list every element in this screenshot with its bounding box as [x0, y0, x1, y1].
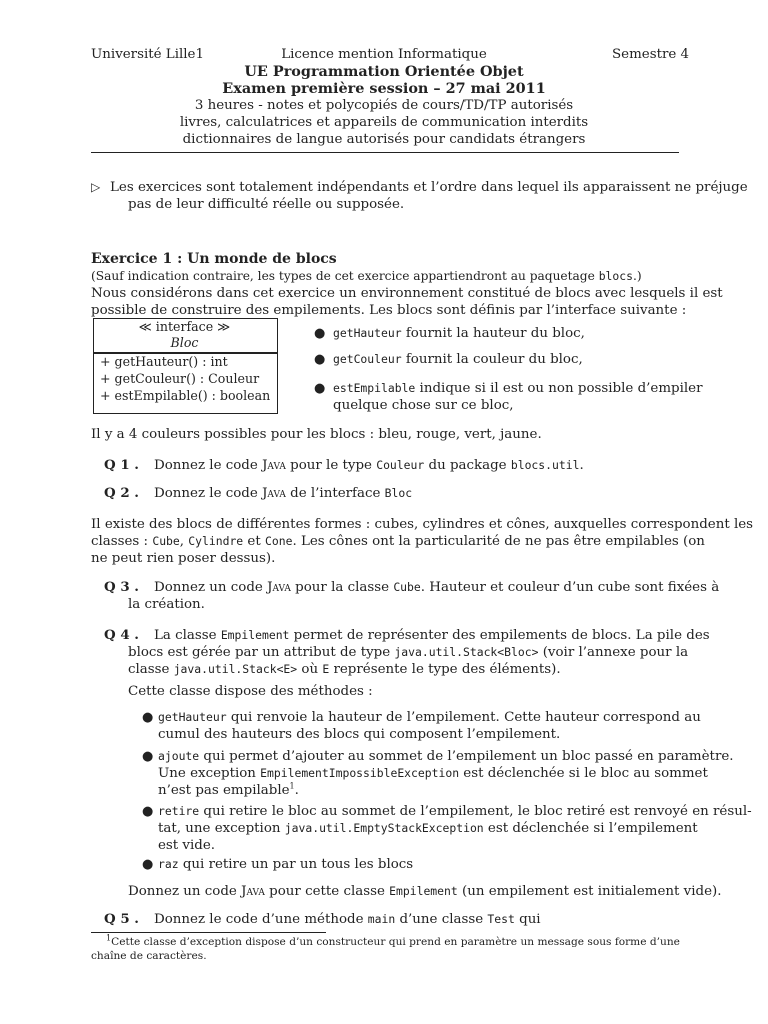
footnote-divider — [91, 932, 326, 933]
uml-interface-name: Bloc — [170, 335, 199, 350]
bullet-estempilable: estEmpilable indique si il est ou non possible d’empiler — [333, 381, 703, 396]
q5-text: Donnez le code d’une méthode main d’une classe Test qui — [154, 912, 541, 927]
exam-rule-3: dictionnaires de langue autorisés pour candidats étrangers — [182, 132, 586, 147]
q4-method-retire-cont2: est vide. — [158, 838, 216, 853]
footnote-line-1: $^1$Cette classe d’exception dispose d’un constructeur qui prend en paramètre un message sous forme d’une — [106, 933, 680, 948]
q3-label: Q 3 . — [104, 579, 139, 595]
bullet-getcouleur: getCouleur fournit la couleur du bloc, — [333, 352, 583, 367]
q4-line-3: classe java.util.Stack<E> où E représente le type des éléments). — [128, 662, 561, 677]
q1-label: Q 1 . — [104, 457, 139, 473]
q4-line-2: blocs est gérée par un attribut de type java.util.Stack<Bloc> (voir l’annexe pour la — [128, 645, 689, 660]
exercise-1-intro-line-2: possible de construire des empilements. Les blocs sont définis par l’interface suivante : — [91, 303, 687, 318]
bullet-icon: ● — [314, 381, 326, 396]
q4-method-gethauteur-cont: cumul des hauteurs des blocs qui composent l’empilement. — [158, 727, 561, 742]
q4-label: Q 4 . — [104, 627, 139, 643]
exercise-1-intro-line-1: Nous considérons dans cet exercice un environnement constitué de blocs avec lesquels il est — [91, 286, 723, 301]
shapes-line-1: Il existe des blocs de différentes formes : cubes, cylindres et cônes, auxquelles correspondent les — [91, 517, 754, 532]
uml-method-gethauteur: + getHauteur() : int — [100, 354, 228, 369]
header-semester: Semestre 4 — [612, 47, 690, 62]
shapes-line-2: classes : Cube, Cylindre et Cone. Les cônes ont la particularité de ne pas être empilables (on — [91, 534, 705, 549]
q4-method-retire: retire qui retire le bloc au sommet de l’empilement, le bloc retiré est renvoyé en résul- — [158, 804, 752, 819]
bullet-icon: ● — [142, 710, 154, 725]
q4-method-retire-cont: tat, une exception java.util.EmptyStackException est déclenchée si l’empilement — [158, 821, 698, 836]
header-divider — [91, 152, 679, 153]
header-program: Licence mention Informatique — [281, 47, 487, 62]
uml-method-getcouleur: + getCouleur() : Couleur — [100, 371, 260, 386]
intro-line-1: Les exercices sont totalement indépendants et l’ordre dans lequel ils apparaissent ne préjuge — [110, 180, 748, 195]
exercise-1-note: (Sauf indication contraire, les types de cet exercice appartiendront au paquetage blocs.) — [91, 269, 642, 283]
uml-stereotype: ≪ interface ≫ — [138, 319, 231, 334]
bullet-icon: ● — [142, 857, 154, 872]
q4-line-1: La classe Empilement permet de représenter des empilements de blocs. La pile des — [154, 628, 710, 643]
q4-final: Donnez un code Java pour cette classe Empilement (un empilement est initialement vide). — [128, 884, 722, 899]
q5-label: Q 5 . — [104, 911, 139, 927]
q4-method-ajoute-cont2: n’est pas empilable$^1$. — [158, 781, 299, 798]
q4-method-gethauteur: getHauteur qui renvoie la hauteur de l’empilement. Cette hauteur correspond au — [158, 710, 701, 725]
bullet-icon: ● — [142, 749, 154, 764]
q3-text-cont: la création. — [128, 597, 205, 612]
exercise-1-title: Exercice 1 : Un monde de blocs — [91, 251, 337, 267]
q4-method-raz: raz qui retire un par un tous les blocs — [158, 857, 414, 872]
q4-methods-intro: Cette classe dispose des méthodes : — [128, 684, 373, 699]
q4-method-ajoute-cont: Une exception EmpilementImpossibleException est déclenchée si le bloc au sommet — [158, 766, 708, 781]
bullet-icon: ● — [142, 804, 154, 819]
q2-text: Donnez le code Java de l’interface Bloc — [154, 486, 413, 501]
triangle-marker-icon: ▷ — [91, 180, 101, 194]
footnote-line-2: chaîne de caractères. — [91, 950, 207, 962]
exam-title: Examen première session – 27 mai 2011 — [222, 80, 546, 97]
course-title: UE Programmation Orientée Objet — [244, 63, 524, 80]
bullet-icon: ● — [314, 326, 326, 341]
bullet-estempilable-cont: quelque chose sur ce bloc, — [333, 398, 514, 413]
exam-rule-1: 3 heures - notes et polycopiés de cours/TD/TP autorisés — [194, 98, 574, 113]
uml-method-estempilable: + estEmpilable() : boolean — [100, 388, 271, 403]
q1-text: Donnez le code Java pour le type Couleur du package blocs.util. — [154, 458, 584, 473]
exam-rule-2: livres, calculatrices et appareils de communication interdits — [179, 115, 589, 130]
q4-method-ajoute: ajoute qui permet d’ajouter au sommet de l’empilement un bloc passé en paramètre. — [158, 749, 734, 764]
q3-text: Donnez un code Java pour la classe Cube. Hauteur et couleur d’un cube sont fixées à — [154, 580, 720, 595]
q2-label: Q 2 . — [104, 485, 139, 501]
bullet-gethauteur: getHauteur fournit la hauteur du bloc, — [333, 326, 585, 341]
shapes-line-3: ne peut rien poser dessus). — [91, 551, 276, 566]
footnote-ref: 1 — [289, 781, 295, 791]
colors-line: Il y a 4 couleurs possibles pour les blocs : bleu, rouge, vert, jaune. — [91, 427, 542, 442]
header-university: Université Lille1 — [91, 47, 204, 62]
bullet-icon: ● — [314, 352, 326, 367]
intro-line-2: pas de leur difficulté réelle ou supposée. — [128, 197, 405, 212]
